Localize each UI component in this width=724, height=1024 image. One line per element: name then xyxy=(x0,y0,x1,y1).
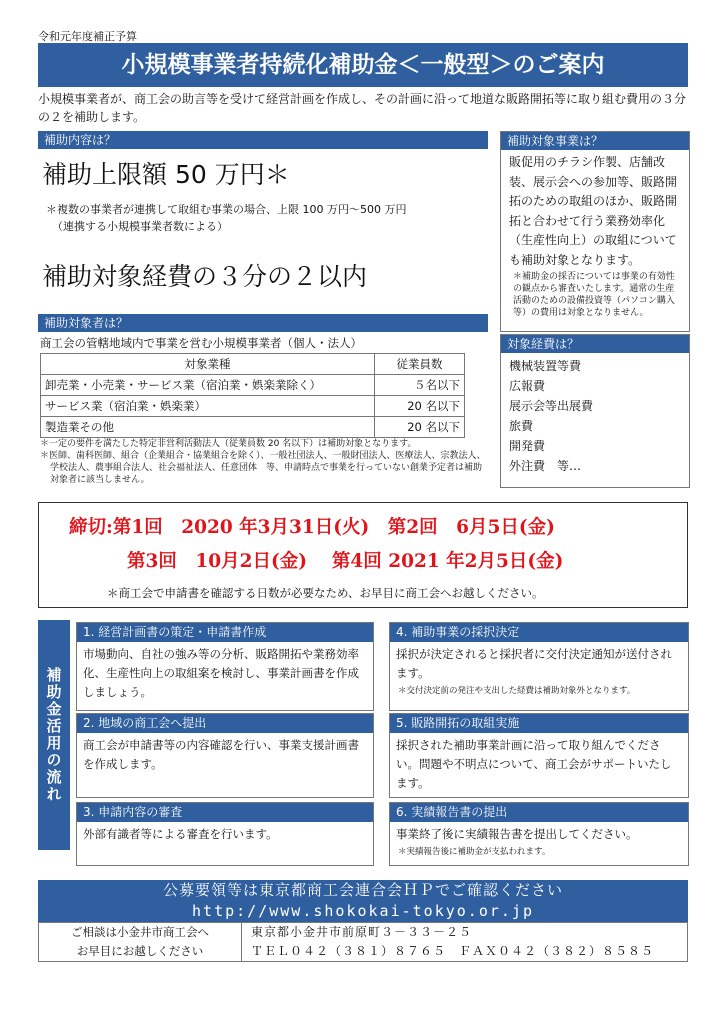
deadline-line-2: 第3回 10月2日(金) 第4回 2021 年2月5日(金) xyxy=(127,551,564,572)
expense-item: 広報費 xyxy=(509,379,546,393)
flow-step-4 xyxy=(389,622,689,711)
footer-consult-1: ご相談は小金井市商工会へ xyxy=(71,925,209,939)
flow-side-label-text: 補助金活用の流れ xyxy=(44,667,63,803)
footer-tel-fax: ＴＥＬ０４２（３８１）８７６５ ＦＡＸ０４２（３８２）８５８５ xyxy=(251,944,655,958)
flow-step-2-body: 商工会が申請書等の内容確認を行い、事業支援計画書を作成します。 xyxy=(83,738,359,771)
expense-item: 展示会等出展費 xyxy=(509,399,594,413)
footer-consult-2: お早目にお越しください xyxy=(76,944,204,958)
footer-url-link[interactable]: http://www.shokokai-tokyo.or.jp xyxy=(192,902,534,920)
flow-step-5-title: 5. 販路開拓の取組実施 xyxy=(390,714,688,733)
column-header: 対象業種 xyxy=(41,354,375,375)
target-business-box xyxy=(500,131,690,332)
subsidy-limit: 補助上限額 50 万円＊ xyxy=(42,160,290,189)
column-header: 従業員数 xyxy=(375,354,465,375)
intro-text: 小規模事業者が、商工会の助言等を受けて経営計画を作成し、その計画に沿って地道な販路開拓等に取り組む費用の３分の２を補助します。 xyxy=(38,92,687,124)
target-persons-header: 補助対象者は？ xyxy=(38,314,488,332)
target-persons-note-2: ＊医師、歯科医師、組合（企業組合・協業組合を除く）、一般社団法人、一般財団法人、医療法人、宗教法人、学校法人、農事組合法人、社会福祉法人、任意団体 等、申請時点で事業を行っていない創業予定者は補助対象者に該当しません。 xyxy=(40,451,486,485)
flow-step-2 xyxy=(76,713,374,798)
table-cell: 製造業その他 xyxy=(41,417,375,438)
footer-address: 東京都小金井市前原町３－３３－２５ xyxy=(251,925,473,939)
table-header-row xyxy=(41,354,465,375)
flow-step-3-title: 3. 申請内容の審査 xyxy=(77,803,373,822)
expenses-header: 対象経費は？ xyxy=(501,335,689,353)
footer-consult-cell xyxy=(39,923,242,961)
expense-item: 開発費 xyxy=(509,439,546,453)
flow-step-3 xyxy=(76,802,374,866)
flow-step-4-note: ＊交付決定前の発注や支出した経費は補助対象外となります。 xyxy=(398,686,636,696)
flow-side-label xyxy=(38,620,70,850)
footer-line-1: 公募要領等は東京都商工会連合会ＨＰでご確認ください xyxy=(162,881,563,899)
table-cell: サービス業（宿泊業・娯楽業） xyxy=(41,396,375,417)
flow-step-6-body: 事業終了後に実績報告書を提出してください。 xyxy=(396,827,638,841)
flow-step-2-title: 2. 地域の商工会へ提出 xyxy=(77,714,373,733)
flow-step-4-body: 採択が決定されると採択者に交付決定通知が送付されます。 xyxy=(396,647,672,680)
target-persons-lead: 商工会の管轄地域内で事業を営む小規模事業者（個人・法人） xyxy=(40,336,362,350)
table-row xyxy=(41,396,465,417)
deadline-box xyxy=(38,502,688,608)
footer-contact xyxy=(38,922,688,962)
flow-step-6-title: 6. 実績報告書の提出 xyxy=(390,803,688,822)
target-persons-table xyxy=(40,353,465,438)
target-business-note: ＊補助金の採否については事業の有効性の観点から審査いたします。通常の生産活動のための設備投資等（パソコン購入等）の費用は対象となりません。 xyxy=(513,272,675,318)
table-cell: 卸売業・小売業・サービス業（宿泊業・娯楽業除く） xyxy=(41,375,375,396)
deadline-note: ＊商工会で申請書を確認する日数が必要なため、お早目に商工会へお越しください。 xyxy=(107,586,544,600)
table-cell: ５名以下 xyxy=(375,375,465,396)
main-title: 小規模事業者持続化補助金＜一般型＞のご案内 xyxy=(38,43,688,87)
table-row xyxy=(41,375,465,396)
flow-step-4-title: 4. 補助事業の採択決定 xyxy=(390,623,688,642)
target-business-body: 販促用のチラシ作製、店舗改装、展示会への参加等、販路開拓のための取組のほか、販路開拓と合わせて行う業務効率化（生産性向上）の取組についても補助対象となります。 xyxy=(509,155,678,267)
flow-step-1-title: 1. 経営計画書の策定・申請書作成 xyxy=(77,623,373,642)
deadline-line-1: 締切:第1回 2020 年3月31日(火) 第2回 6月5日(金) xyxy=(69,517,555,538)
flow-step-1 xyxy=(76,622,374,711)
target-persons-note-1: ＊一定の要件を満たした特定非営利活動法人（従業員数 20 名以下）は補助対象となります。 xyxy=(40,439,417,449)
subsidy-ratio: 補助対象経費の３分の２以内 xyxy=(42,262,368,291)
expense-item: 機械装置等費 xyxy=(509,359,582,373)
target-business-header: 補助対象事業は？ xyxy=(501,132,689,150)
table-row xyxy=(41,417,465,438)
budget-label: 令和元年度補正予算 xyxy=(38,30,137,43)
flow-step-1-body: 市場動向、自社の強み等の分析、販路開拓や業務効率化、生産性向上の取組案を検討し、事業計画書を作成しましょう。 xyxy=(83,647,359,699)
flow-step-5 xyxy=(389,713,689,798)
table-cell: 20 名以下 xyxy=(375,396,465,417)
flow-step-3-body: 外部有識者等による審査を行います。 xyxy=(83,827,278,841)
flow-step-6 xyxy=(389,802,689,866)
flow-step-6-note: ＊実績報告後に補助金が支払われます。 xyxy=(398,847,551,857)
footer-banner xyxy=(38,880,688,922)
table-cell: 20 名以下 xyxy=(375,417,465,438)
flow-step-5-body: 採択された補助事業計画に沿って取り組んでください。問題や不明点について、商工会がサポートいたします。 xyxy=(396,738,672,790)
expense-item: 外注費 等… xyxy=(509,459,582,473)
subsidy-note-1: ＊複数の事業者が連携して取組む事業の場合、上限 100 万円～500 万円 xyxy=(46,203,407,216)
subsidy-header: 補助内容は？ xyxy=(38,131,488,149)
subsidy-note-2: （連携する小規模事業者数による） xyxy=(52,220,228,233)
expense-item: 旅費 xyxy=(509,419,534,433)
expenses-box xyxy=(500,334,690,488)
